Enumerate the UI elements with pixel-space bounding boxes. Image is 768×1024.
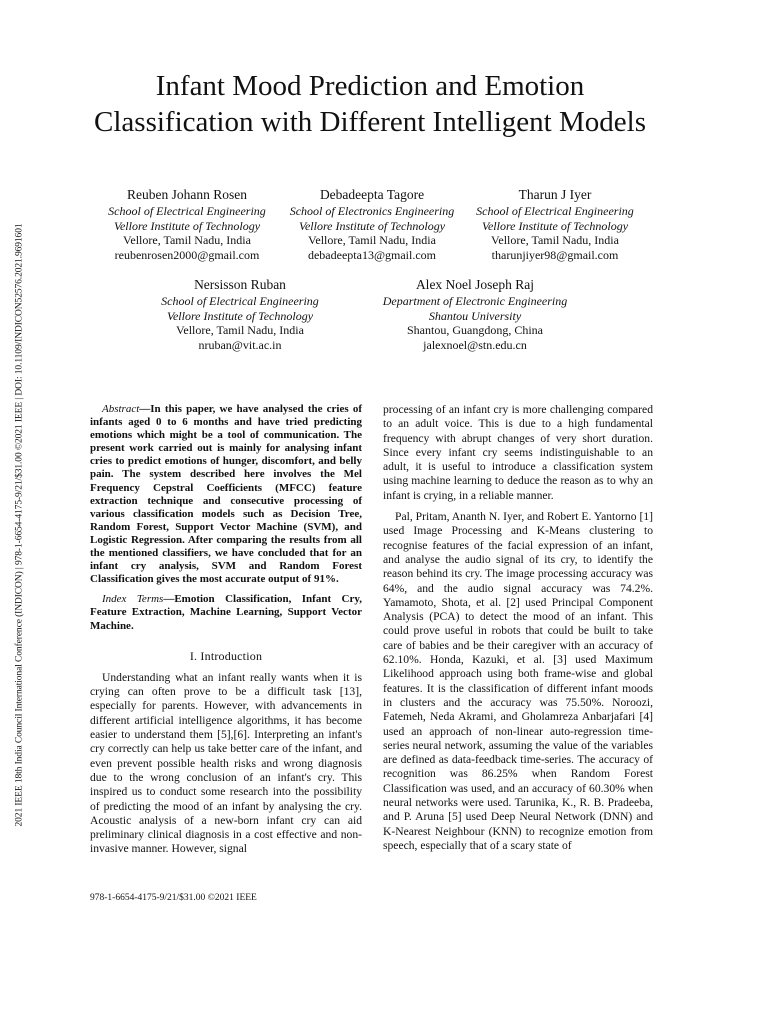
author-block-1	[92, 186, 282, 263]
author-email: nruban@vit.ac.in	[198, 338, 282, 353]
author-department: School of Electronics Engineering	[289, 204, 455, 218]
author-email: debadeepta13@gmail.com	[307, 248, 436, 263]
abstract	[90, 403, 362, 586]
left-column	[90, 403, 362, 857]
author-department: School of Electrical Engineering	[108, 204, 266, 218]
author-name: Nersisson Ruban	[194, 277, 286, 292]
author-name: Reuben Johann Rosen	[127, 187, 247, 202]
author-location: Vellore, Tamil Nadu, India	[123, 233, 251, 248]
body-paragraph: Pal, Pritam, Ananth N. Iyer, and Robert E. Yantorno [1] used Image Processing and K-Means clustering to recognise features of the facial expression of an infant, and analyse the audio signal of its cry, to identify the reason behind its cry. The image processing accuracy was 64%, and the audio signal accuracy was 74.2%. Yamamoto, Shota, et al. [2] used Principal Component Analysis (PCA) to detect the mood of an infant. This could prove useful in robots that could be built to take care of babies and be their caregiver with an accuracy of 62.10%. Honda, Kazuki, et al. [3] used Maximum Likelihood approach using both frame-wise and global features. It is the classification of different infant moods in clusters and the accuracy was 75.50%. Noroozi, Fatemeh, Neda Akrami, and Gholamreza Anbarjafari [4] used an approach of non-linear auto-regression time-series neural network, assuming the value of the variables are defined as data-feedback time-series. The accuracy of recognition was 86.25% when Random Forest Classification was used, and an accuracy of 60.30% when neural networks were used. Tarunika, K., R. B. Pradeeba, and P. Aruna [5] used Deep Neural Network (DNN) and K-Nearest Neighbour (KNN) to recognize emotion from speech, especially that of a scary state of	[383, 510, 653, 852]
author-email: reubenrosen2000@gmail.com	[114, 248, 260, 263]
index-terms	[90, 593, 362, 632]
paper-title: Infant Mood Prediction and Emotion Classification with Different Intelligent Models	[94, 70, 646, 138]
author-email: tharunjiyer98@gmail.com	[491, 248, 619, 263]
author-location: Vellore, Tamil Nadu, India	[491, 233, 619, 248]
author-email: jalexnoel@stn.edu.cn	[423, 338, 527, 353]
author-department: School of Electrical Engineering	[476, 204, 634, 218]
index-terms-lead: Index Terms	[102, 593, 164, 606]
author-institute: Vellore Institute of Technology	[298, 218, 446, 233]
intro-paragraph: Understanding what an infant really wants when it is crying can often prove to be a difficult task [13], especially for parents. However, with advancements in different artificial intelligence algorithms, it has become easier to understand them [5],[6]. Interpreting an infant's cry correctly can help us take better care of the infant, and even prevent possible health risks and wrong diagnosis due to the wrong conclusion of an infant's cry. This inspired us to conduct some research into the possibility of predicting the mood of an infant by analysing the cry. Acoustic analysis of a new-born infant cry can aid preliminary clinical diagnosis in a cost effective and non-invasive manner. However, signal	[90, 670, 362, 856]
author-department: School of Electrical Engineering	[161, 294, 319, 308]
author-block-5	[370, 276, 580, 353]
author-institute: Vellore Institute of Technology	[113, 218, 261, 233]
doi-side-stamp	[13, 190, 25, 860]
author-block-3	[460, 186, 650, 263]
author-block-4	[140, 276, 340, 353]
footer-copyright: 978-1-6654-4175-9/21/$31.00 ©2021 IEEE	[90, 893, 257, 903]
abstract-text: —In this paper, we have analysed the cries of infants aged 0 to 6 months and have tried predicting emotions which might be a tool of communication. The present work carried out is mainly for analysing infant cries to predict emotions of hunger, discomfort, and belly pain. The system described here involves the Mel Frequency Cepstral Coefficients (MFCC) feature extraction technique and consecutive processing of various classification models such as Decision Tree, Random Forest, Support Vector Machine (SVM), and Logistic Regression. After comparing the results from all the mentioned classifiers, we have concluded that for an infant cry analysis, SVM and Random Forest Classification gives the most accurate output of 91%.	[90, 403, 362, 586]
section-heading-introduction: I. Introduction	[189, 648, 263, 663]
doi-side-stamp-text: 2021 IEEE 18th India Council International Conference (INDICON) | 978-1-6654-4175-9/21/$31.00 ©2021 IEEE | DOI: 10.1109/INDICON52576.2021.9691601	[14, 223, 25, 827]
index-terms-text: —Emotion Classification, Infant Cry, Feature Extraction, Machine Learning, Support Vector Machine.	[90, 593, 362, 632]
author-location: Shantou, Guangdong, China	[407, 323, 543, 338]
author-name: Debadeepta Tagore	[319, 187, 425, 202]
author-institute: Vellore Institute of Technology	[481, 218, 629, 233]
author-name: Tharun J Iyer	[518, 187, 592, 202]
right-column	[383, 403, 653, 853]
author-institute: Shantou University	[428, 308, 522, 323]
author-name: Alex Noel Joseph Raj	[415, 277, 535, 292]
author-institute: Vellore Institute of Technology	[166, 308, 314, 323]
author-block-2	[274, 186, 470, 263]
body-paragraph: processing of an infant cry is more challenging compared to an adult voice. This is due to a high fundamental frequency with abrupt changes of very short duration. Since every infant cry seems indistinguishable to an adult, it is useful to introduce a classification system using machine learning to deduce the reason as to why an infant is crying, in a reliable manner.	[383, 403, 653, 502]
abstract-lead: Abstract	[102, 403, 140, 415]
author-location: Vellore, Tamil Nadu, India	[308, 233, 436, 248]
author-location: Vellore, Tamil Nadu, India	[176, 323, 304, 338]
author-department: Department of Electronic Engineering	[382, 294, 568, 308]
